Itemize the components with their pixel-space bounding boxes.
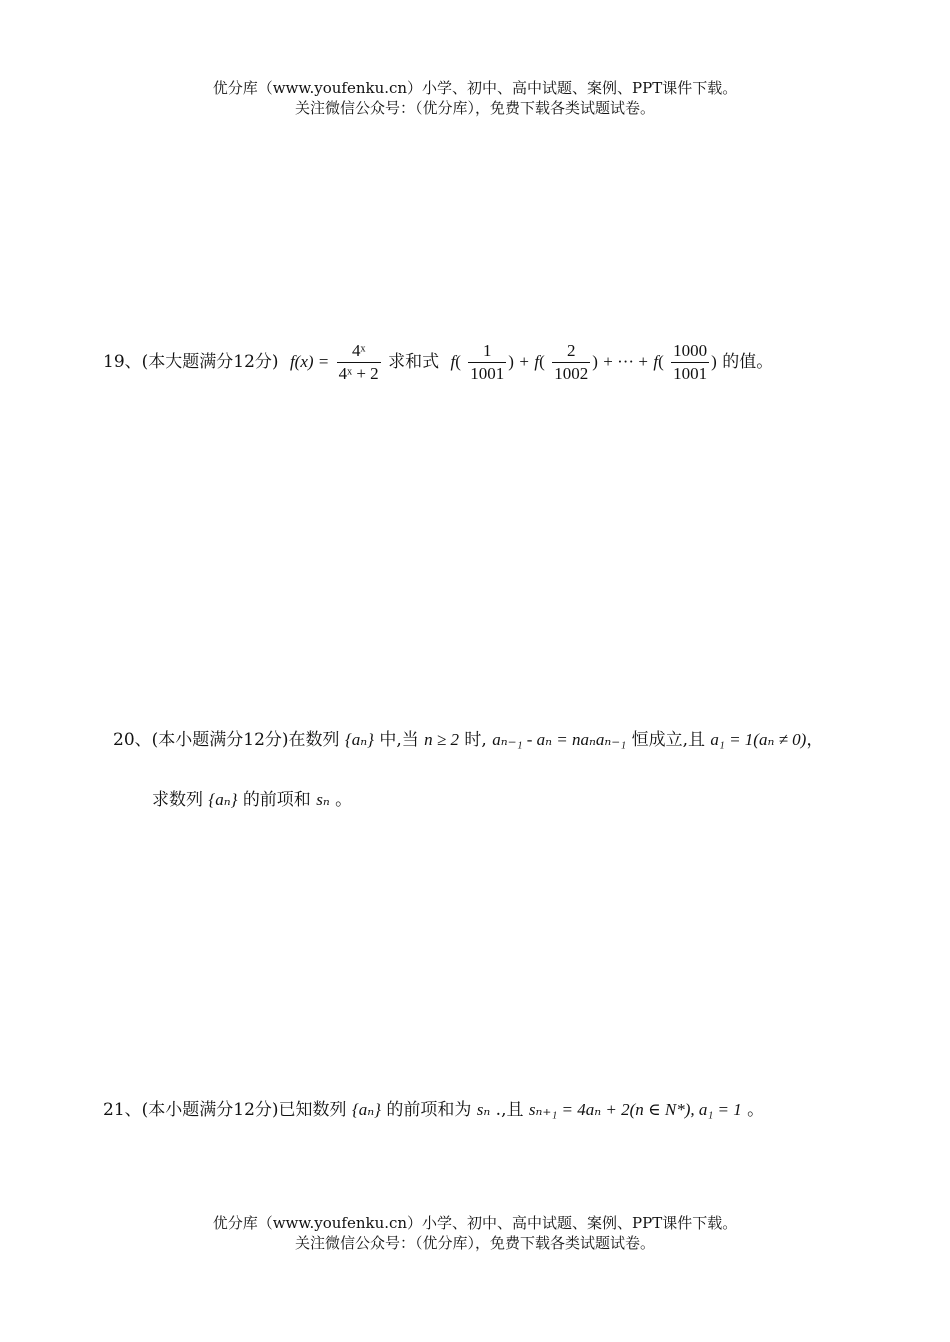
header-line-2: 关注微信公众号：（优分库），免费下载各类试题试卷。 bbox=[294, 99, 655, 117]
q21-sum: sₙ bbox=[476, 1100, 491, 1119]
q20-label: 20、(本小题满分12分)在数列 bbox=[113, 730, 340, 750]
question-20-line-2 bbox=[152, 785, 352, 810]
q19-func-lhs: f(x) = bbox=[289, 352, 330, 371]
q20-line2-end: 。 bbox=[335, 790, 353, 810]
footer bbox=[0, 1213, 950, 1253]
footer-line-1: 优分库（www.youfenku.cn）小学、初中、高中试题、案例、PPT课件下载。 bbox=[212, 1214, 738, 1232]
q19-label: 19、(本大题满分12分) bbox=[103, 352, 279, 372]
q19-term-2: $\frac{2}{1002}$ bbox=[554, 341, 589, 383]
question-21 bbox=[103, 1095, 764, 1120]
q21-sequence: {aₙ} bbox=[351, 1100, 381, 1119]
q20-condition: n ≥ 2 bbox=[424, 730, 459, 749]
q21-end: 。 bbox=[747, 1100, 765, 1120]
question-19 bbox=[103, 340, 773, 385]
q19-term-1: $\frac{1}{1001}$ bbox=[470, 341, 505, 383]
q21-label: 21、(本小题满分12分)已知数列 bbox=[103, 1100, 347, 1120]
q19-term-3: $\frac{1000}{1001}$ bbox=[673, 341, 708, 383]
q20-text-3: 恒成立,且 bbox=[631, 730, 705, 750]
q19-sum-expression: f( $\frac{1}{1001}$ ) + f( $\frac{2}{1002}$ ) + ··· + f( $\frac{1000}{1001}$ ) bbox=[450, 341, 717, 383]
q19-func-numerator: 4ˣ bbox=[337, 340, 381, 363]
q20-line2-sequence: {aₙ} bbox=[208, 790, 238, 809]
q20-line2-pre: 求数列 bbox=[152, 790, 203, 810]
q21-text-1: 的前项和为 bbox=[386, 1100, 472, 1120]
q20-text-1: 中,当 bbox=[379, 730, 419, 750]
q20-relation: aₙ₋₁ - aₙ = naₙaₙ₋₁ bbox=[492, 730, 627, 749]
q20-text-2: 时, bbox=[464, 730, 487, 750]
q19-function bbox=[290, 340, 383, 385]
footer-line-2: 关注微信公众号：（优分库），免费下载各类试题试卷。 bbox=[294, 1234, 655, 1252]
q21-relation: sₙ₊₁ = 4aₙ + 2(n ∈ N*), a₁ = 1 bbox=[528, 1100, 742, 1119]
header bbox=[0, 78, 950, 118]
q20-sequence: {aₙ} bbox=[344, 730, 374, 749]
header-line-1: 优分库（www.youfenku.cn）小学、初中、高中试题、案例、PPT课件下载。 bbox=[212, 79, 738, 97]
q20-line2-mid: 的前项和 bbox=[242, 790, 311, 810]
question-20: 20、(本小题满分12分)在数列 {aₙ} 中,当 n ≥ 2 时, aₙ₋₁ - aₙ = naₙaₙ₋₁ 恒成立,且 a₁ = 1(aₙ ≠ 0)， bbox=[113, 730, 824, 750]
q20-line2-sum: sₙ bbox=[316, 790, 330, 809]
q19-func-denominator: 4ˣ + 2 bbox=[338, 364, 379, 383]
q19-text-mid: 求和式 bbox=[388, 352, 440, 372]
q21-text-2: .,且 bbox=[495, 1100, 524, 1120]
q19-func-fraction bbox=[337, 340, 381, 385]
q19-text-end: 的值。 bbox=[722, 352, 774, 372]
q20-initial-condition: a₁ = 1(aₙ ≠ 0) bbox=[710, 730, 807, 749]
